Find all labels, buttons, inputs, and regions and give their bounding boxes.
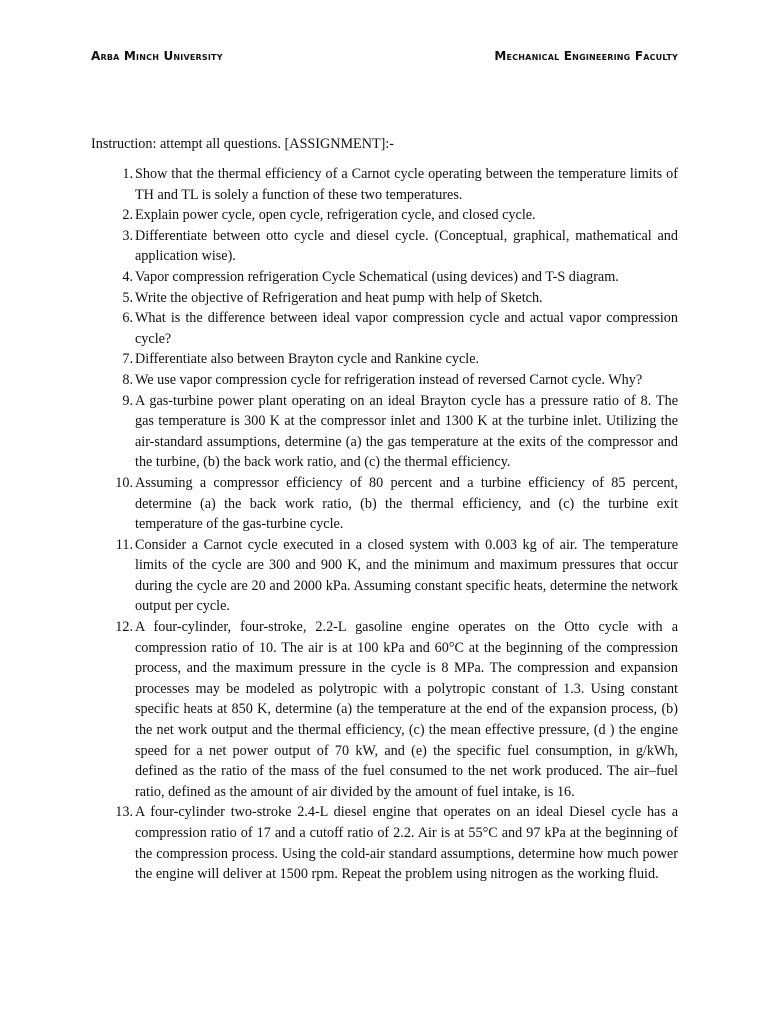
question-list [91, 164, 678, 885]
question-number: 10. [115, 474, 133, 491]
question-number: 7. [122, 351, 133, 368]
question-item [91, 802, 678, 884]
question-text: Differentiate between otto cycle and diesel cycle. (Conceptual, graphical, mathematical and application wise). [135, 227, 678, 265]
question-number: 5. [122, 289, 133, 306]
question-text: Vapor compression refrigeration Cycle Schematical (using devices) and T-S diagram. [135, 268, 619, 285]
question-item [91, 370, 678, 391]
question-number: 13. [115, 804, 133, 821]
question-text: Consider a Carnot cycle executed in a closed system with 0.003 kg of air. The temperature limits of the cycle are 300 and 900 K, and the minimum and maximum pressures that occur during the cycle are 20 and 2000 kPa. Assuming constant specific heats, determine the network output per cycle. [135, 536, 678, 615]
question-text: We use vapor compression cycle for refrigeration instead of reversed Carnot cycle. Why? [135, 371, 643, 388]
question-text: Assuming a compressor efficiency of 80 percent and a turbine efficiency of 85 percent, determine (a) the back work ratio, (b) the thermal efficiency, and (c) the turbine exit temperature of the gas-turbine cycle. [135, 474, 678, 533]
question-item [91, 535, 678, 617]
question-item [91, 267, 678, 288]
question-item [91, 473, 678, 535]
question-text: Write the objective of Refrigeration and heat pump with help of Sketch. [135, 289, 543, 306]
question-item [91, 349, 678, 370]
question-number: 2. [122, 207, 133, 224]
instruction-text: Instruction: attempt all questions. [ASSIGNMENT]:- [91, 136, 395, 152]
question-item [91, 226, 678, 267]
question-item [91, 308, 678, 349]
question-text: What is the difference between ideal vapor compression cycle and actual vapor compression cycle? [135, 310, 678, 347]
question-number: 9. [122, 392, 133, 409]
question-item [91, 164, 678, 205]
question-number: 1. [122, 166, 133, 182]
question-number: 4. [122, 268, 133, 285]
question-number: 8. [122, 371, 133, 388]
question-text: Show that the thermal efficiency of a Carnot cycle operating between the temperature limits of TH and TL is solely a function of these two temperatures. [135, 166, 678, 203]
question-item [91, 617, 678, 802]
question-item [91, 205, 678, 226]
question-number: 11. [115, 536, 133, 553]
page-header [91, 49, 678, 63]
question-number: 3. [122, 227, 133, 244]
question-number: 12. [115, 619, 133, 636]
question-text: Explain power cycle, open cycle, refrigeration cycle, and closed cycle. [135, 207, 536, 224]
question-number: 6. [122, 310, 133, 327]
question-text: A gas-turbine power plant operating on an ideal Brayton cycle has a pressure ratio of 8. The gas temperature is 300 K at the compressor inlet and 1300 K at the turbine inlet. Utilizing the air-standard assumptions, determine (a) the gas temperature at the exits of the compressor and the turbine, (b) the back work ratio, and (c) the thermal efficiency. [135, 392, 678, 471]
question-text: A four-cylinder, four-stroke, 2.2-L gasoline engine operates on the Otto cycle with a compression ratio of 10. The air is at 100 kPa and 60°C at the beginning of the compression process, and the maximum pressure in the cycle is 8 MPa. The compression and expansion processes may be modeled as polytropic with a polytropic constant of 1.3. Using constant specific heats at 850 K, determine (a) the temperature at the end of the expansion process, (b) the net work output and the thermal efficiency, (c) the mean effective pressure, (d ) the engine speed for a net power output of 70 kW, and (e) the specific fuel consumption, in g/kWh, defined as the ratio of the mass of the fuel consumed to the net work produced. The air–fuel ratio, defined as the amount of air divided by the amount of fuel intake, is 16. [135, 619, 678, 800]
question-item [91, 288, 678, 309]
question-text: A four-cylinder two-stroke 2.4-L diesel engine that operates on an ideal Diesel cycle has a compression ratio of 17 and a cutoff ratio of 2.2. Air is at 55°C and 97 kPa at the beginning of the compression process. Using the cold-air standard assumptions, determine how much power the engine will deliver at 1500 rpm. Repeat the problem using nitrogen as the working fluid. [135, 804, 678, 883]
question-text: Differentiate also between Brayton cycle and Rankine cycle. [135, 351, 480, 368]
university-name: Arba Minch University [91, 49, 223, 63]
question-item [91, 391, 678, 473]
faculty-name: Mechanical Engineering Faculty [494, 49, 678, 63]
